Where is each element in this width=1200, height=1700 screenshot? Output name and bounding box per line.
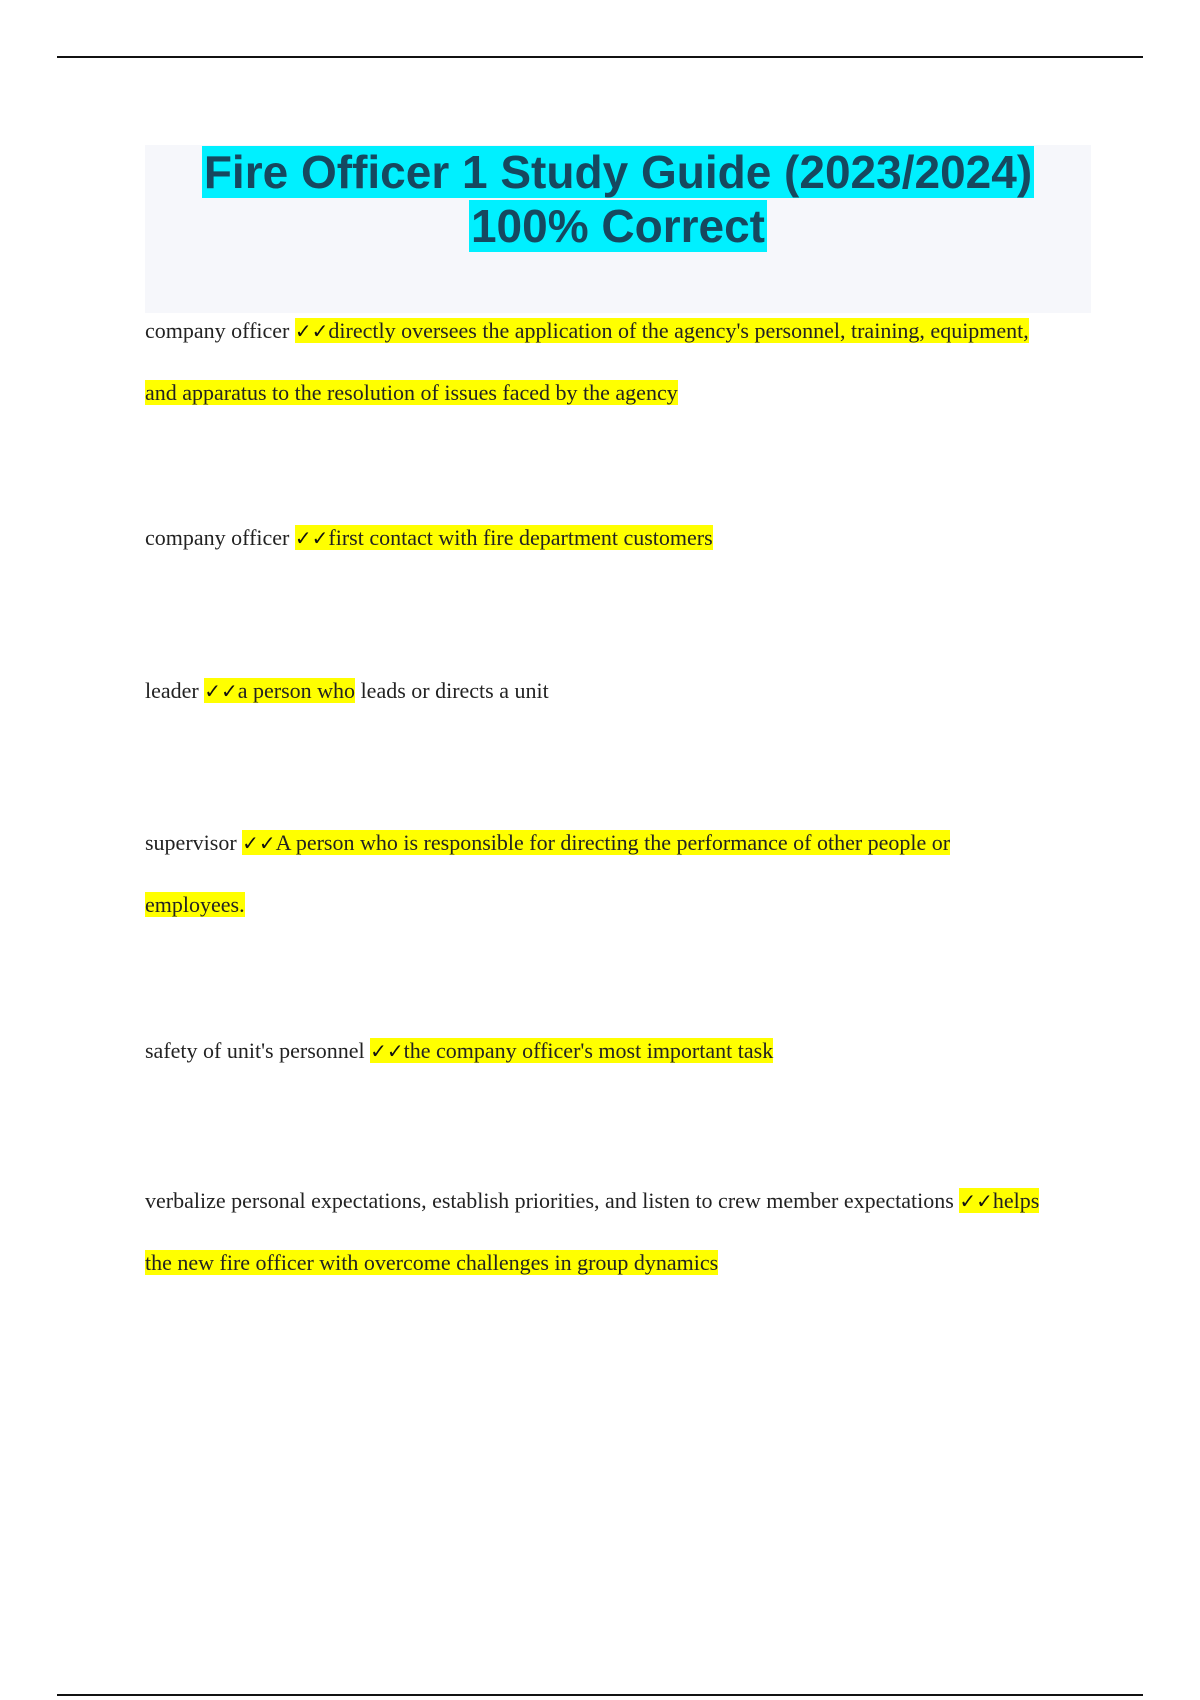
entry-answer-highlight [145, 830, 950, 917]
entry-answer: the company officer's most important task [403, 1038, 774, 1063]
entry-term: verbalize personal expectations, establish priorities, and listen to crew member expectations [145, 1188, 954, 1213]
entry-answer: directly oversees the application of the agency's personnel, training, equipment, and apparatus to the resolution of issues faced by the agency [145, 318, 1029, 405]
entry-4 [145, 812, 1045, 935]
document-title [145, 145, 1091, 253]
entry-term: supervisor [145, 830, 237, 855]
entry-answer: helps the new fire officer with overcome challenges in group dynamics [145, 1188, 1040, 1275]
entry-3 [145, 660, 1045, 722]
check-icon: ✓✓ [204, 679, 238, 703]
footer-rule [57, 1694, 1143, 1696]
entry-6 [145, 1170, 1045, 1293]
entry-answer: a person who [237, 678, 356, 703]
entry-2 [145, 507, 1045, 569]
title-line-1: Fire Officer 1 Study Guide (2023/2024) [203, 146, 1033, 198]
entry-1 [145, 300, 1045, 423]
title-line-2: 100% Correct [470, 200, 766, 252]
entry-term: safety of unit's personnel [145, 1038, 365, 1063]
entry-term: company officer [145, 525, 290, 550]
title-block [145, 145, 1091, 313]
entry-answer: first contact with fire department customers [328, 525, 713, 550]
check-icon: ✓✓ [959, 1189, 993, 1213]
check-icon: ✓✓ [294, 526, 329, 550]
entry-answer: A person who is responsible for directing the performance of other people or employees. [145, 830, 951, 917]
check-icon: ✓✓ [242, 831, 276, 855]
entry-answer-highlight [370, 1038, 773, 1063]
entry-trailing-text: leads or directs a unit [355, 678, 549, 703]
entry-term: company officer [145, 318, 290, 343]
entry-answer-highlight [204, 678, 355, 703]
entry-5 [145, 1020, 1045, 1082]
entry-term: leader [145, 678, 199, 703]
header-rule [57, 56, 1143, 58]
entry-answer-highlight [295, 525, 713, 550]
check-icon: ✓✓ [294, 319, 329, 343]
check-icon: ✓✓ [370, 1039, 404, 1063]
